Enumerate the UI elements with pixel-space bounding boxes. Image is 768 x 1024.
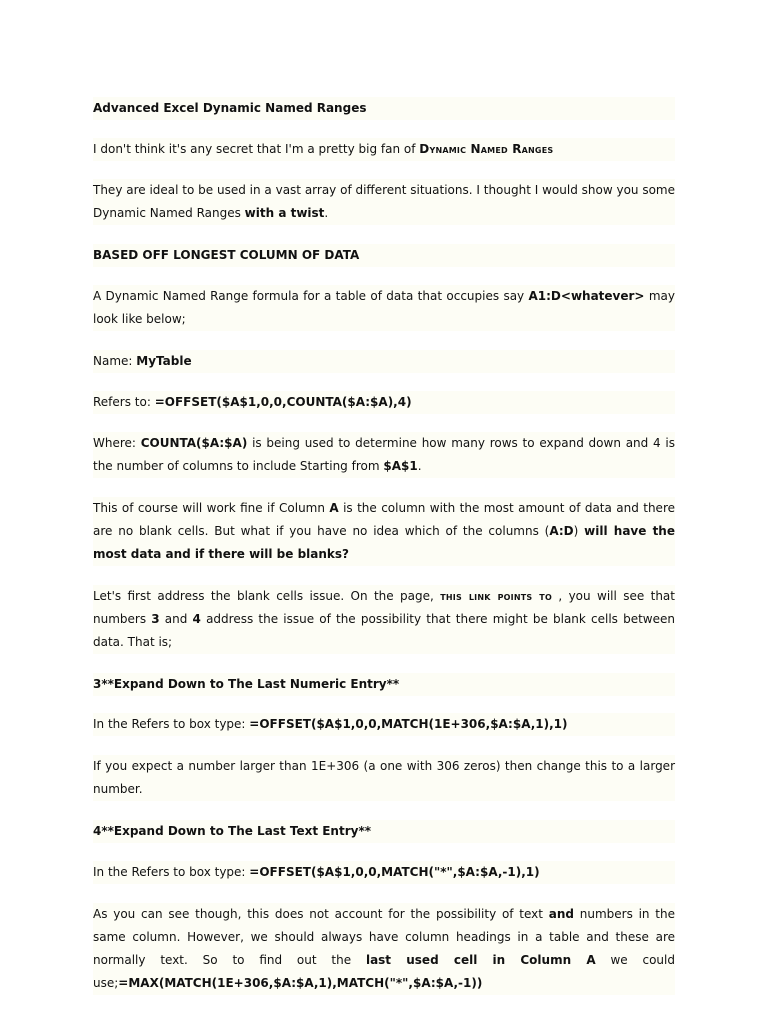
intro-text: I don't think it's any secret that I'm a pretty big fan of: [93, 142, 420, 156]
number-3-text: 3: [151, 612, 160, 626]
course-text-1: This of course will work fine if Column: [93, 501, 330, 515]
blank-text-2: , you will see that numbers: [93, 589, 675, 626]
refers-line: [93, 391, 675, 414]
course-text-3: ): [573, 524, 585, 538]
name-label: Name:: [93, 354, 137, 368]
final-paragraph: [93, 903, 675, 995]
columns-range-text: A:D: [549, 524, 574, 538]
formula-intro-text: A Dynamic Named Range formula for a table of data that occupies say: [93, 289, 529, 303]
blank-text-4: address the issue of the possibility that there might be blank cells between data. That is;: [93, 612, 675, 649]
where-suffix: .: [417, 459, 422, 473]
refers-formula: =OFFSET($A$1,0,0,COUNTA($A:$A),4): [154, 395, 412, 409]
max-match-formula: =MAX(MATCH(1E+306,$A:$A,1),MATCH("*",$A:$A,-1)): [118, 976, 483, 990]
counta-text: COUNTA($A:$A): [140, 436, 248, 450]
blank-text-3: and: [159, 612, 193, 626]
column-a-text: A: [329, 501, 339, 515]
and-text: and: [548, 907, 574, 921]
section-heading-text: 4**Expand Down to The Last Text Entry**: [93, 820, 675, 843]
ideal-text: They are ideal to be used in a vast array of different situations. I thought I would show you some Dynamic Named Ranges: [93, 183, 675, 220]
name-line: [93, 350, 675, 373]
numeric-refers-formula: =OFFSET($A$1,0,0,MATCH(1E+306,$A:$A,1),1): [249, 717, 568, 731]
final-text-2: numbers in the same column. However, we should always have column headings in a table and these are normally text. So to find out the: [93, 907, 675, 967]
intro-paragraph: [93, 138, 675, 161]
section-heading-longest: BASED OFF LONGEST COLUMN OF DATA: [93, 244, 675, 267]
numeric-refers-line: [93, 713, 675, 736]
where-label: Where:: [93, 436, 141, 450]
course-text-2: is the column with the most amount of data and there are no blank cells. But what if you have no idea which of the columns (: [93, 501, 675, 538]
where-text: is being used to determine how many rows to expand down and 4 is the number of columns to include Starting from: [93, 436, 675, 473]
most-data-text: will have the most data and if there will be blanks?: [93, 524, 675, 561]
dynamic-named-ranges-link[interactable]: Dynamic Named Ranges: [419, 142, 554, 156]
text-refers-formula: =OFFSET($A$1,0,0,MATCH("*",$A:$A,-1),1): [249, 865, 540, 879]
blank-text-1: Let's first address the blank cells issue. On the page,: [93, 589, 441, 603]
text-refers-label: In the Refers to box type:: [93, 865, 250, 879]
anchor-text: $A$1: [383, 459, 418, 473]
twist-text: with a twist: [244, 206, 325, 220]
final-text-3: we could use;: [93, 953, 675, 990]
section-heading-numeric: 3**Expand Down to The Last Numeric Entry**: [93, 673, 675, 696]
refers-label: Refers to:: [93, 395, 155, 409]
formula-intro-suffix: may look like below;: [93, 289, 675, 326]
ideal-paragraph: [93, 179, 675, 225]
name-value: MyTable: [136, 354, 192, 368]
numeric-refers-label: In the Refers to box type:: [93, 717, 250, 731]
number-4-text: 4: [192, 612, 201, 626]
where-paragraph: [93, 432, 675, 478]
range-text: A1:D<whatever>: [528, 289, 645, 303]
course-paragraph: [93, 497, 675, 566]
formula-intro-paragraph: [93, 285, 675, 331]
text-refers-line: [93, 861, 675, 884]
blank-paragraph: [93, 585, 675, 654]
this-link-points-to-link[interactable]: this link points to: [440, 589, 552, 603]
page-title: Advanced Excel Dynamic Named Ranges: [93, 97, 675, 120]
numeric-note-paragraph: If you expect a number larger than 1E+306 (a one with 306 zeros) then change this to a larger number.: [93, 755, 675, 801]
ideal-suffix: .: [324, 206, 329, 220]
last-used-cell-text: last used cell in Column A: [365, 953, 596, 967]
final-text-1: As you can see though, this does not account for the possibility of text: [93, 907, 549, 921]
